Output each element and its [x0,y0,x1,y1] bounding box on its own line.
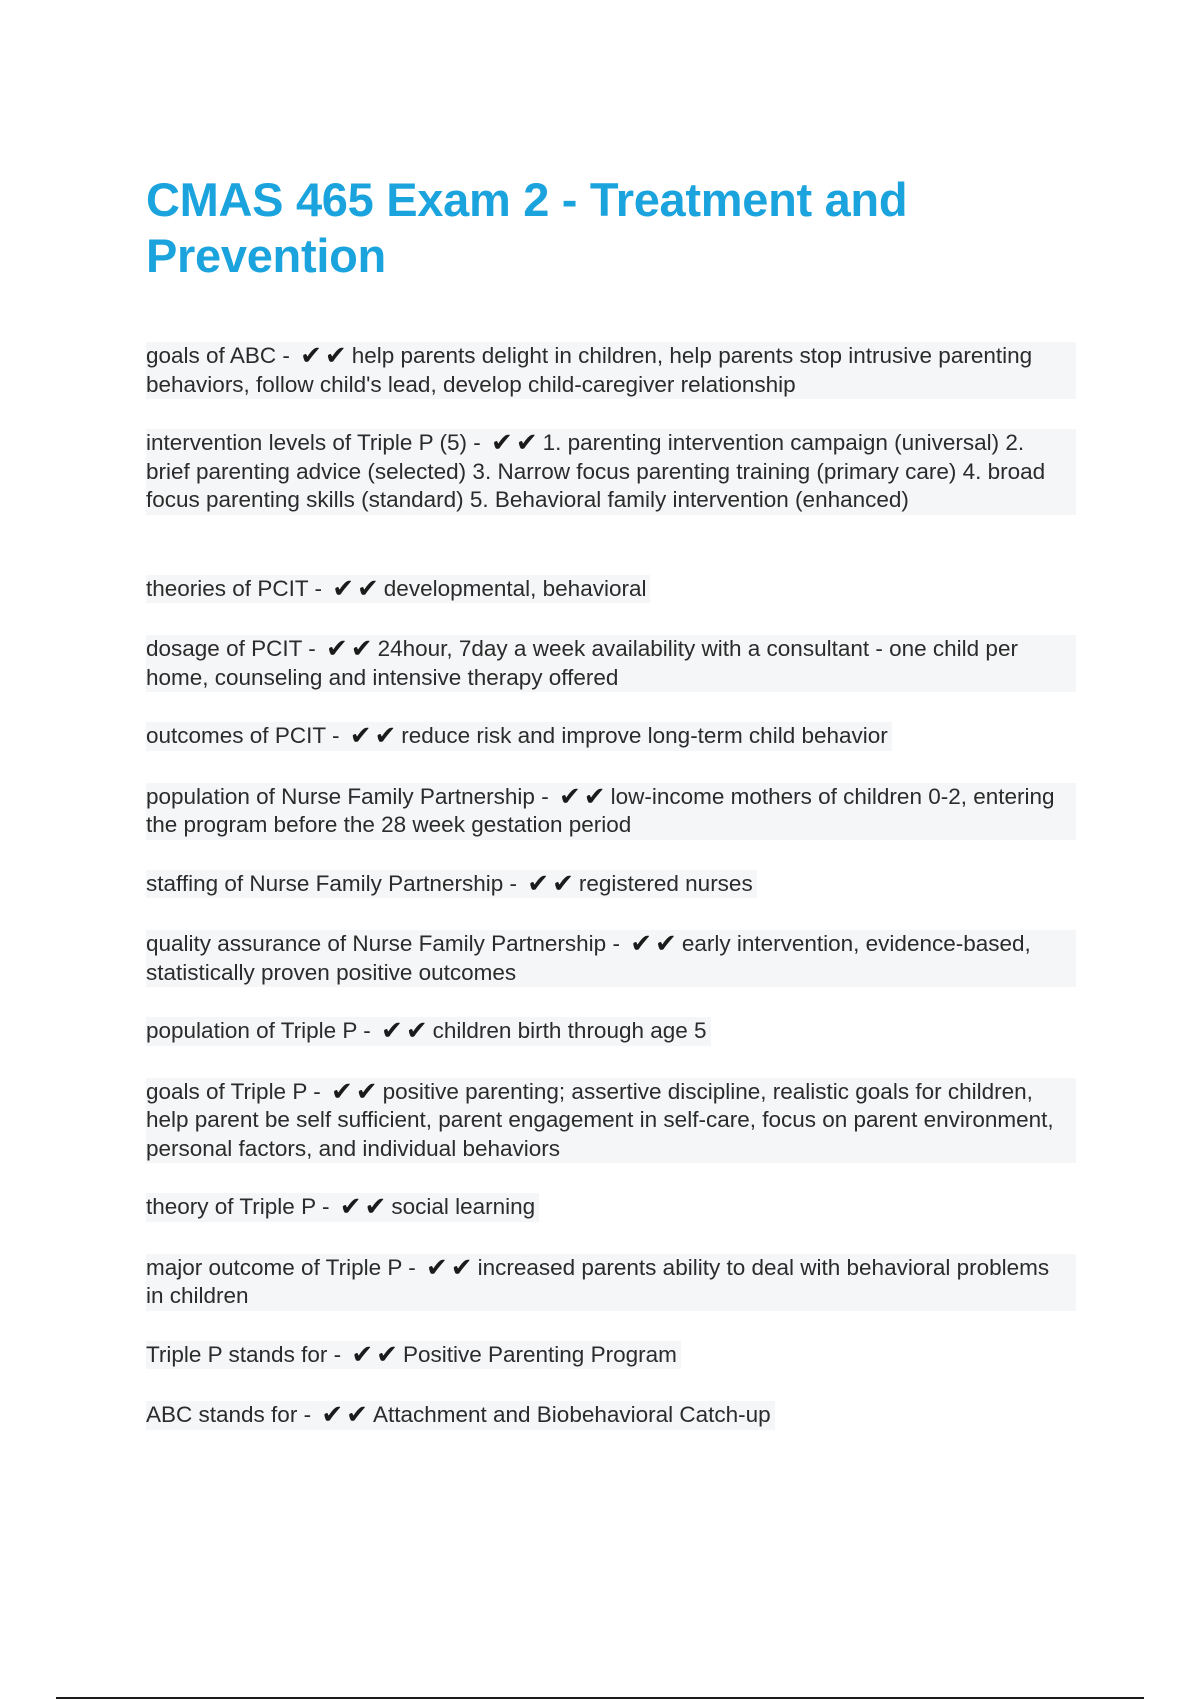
check-icon: ✔ [552,868,574,899]
check-icon: ✔ [630,929,653,959]
flashcard [146,1401,1076,1430]
check-icon: ✔ [655,929,677,959]
check-icon: ✔ [450,1252,473,1283]
flashcard-text [146,1078,1076,1164]
flashcard [146,870,1076,899]
card-term: Triple P stands for [146,1341,328,1367]
card-definition: early intervention, evidence-based, statistically proven positive outcomes [146,931,1031,985]
card-definition: 1. parenting intervention campaign (universal) 2. brief parenting advice (selected) 3. Narrow focus parenting training (primary care) 4. broad focus parenting skills (standard) 5. Behavioral family intervention (enhanced) [146,430,1046,512]
card-term: outcomes of PCIT [146,723,326,748]
flashcard-text [146,1254,1076,1311]
flashcard-text [146,342,1076,399]
flashcard [146,1193,1076,1222]
check-icon: ✔ [357,573,379,604]
card-term: goals of Triple P [146,1078,307,1104]
card-definition: registered nurses [578,870,753,896]
flashcard-text [146,429,1076,515]
separator: - [541,783,549,809]
flashcard-text [146,930,1076,987]
separator: - [321,1194,330,1219]
flashcard [146,1341,1076,1370]
flashcard-text [146,635,1076,692]
check-icon: ✔ [332,573,354,604]
check-icon: ✔ [515,428,538,458]
flashcard [146,1017,1076,1046]
card-definition: children birth through age 5 [432,1018,707,1043]
separator: - [473,430,481,455]
check-icon: ✔ [325,634,348,664]
check-icon: ✔ [558,781,581,812]
flashcard-text [146,1401,775,1430]
flashcard [146,635,1076,692]
flashcard-text [146,575,650,604]
check-icon: ✔ [330,1076,353,1107]
check-icon: ✔ [405,1016,428,1046]
card-term: population of Triple P [146,1018,357,1043]
card-term: theories of PCIT [146,575,309,601]
flashcard-list [146,342,1076,1430]
check-icon: ✔ [351,1339,374,1370]
flashcard [146,575,1076,604]
card-term: intervention levels of Triple P (5) [146,430,467,455]
separator: - [509,870,517,896]
flashcard-text [146,1193,539,1222]
check-icon: ✔ [583,781,606,812]
page-bottom-rule [56,1697,1144,1699]
card-term: goals of ABC [146,343,277,368]
separator: - [333,1341,342,1367]
separator: - [308,636,316,661]
card-term: ABC stands for [146,1402,298,1427]
check-icon: ✔ [324,341,347,371]
check-icon: ✔ [300,341,322,371]
check-icon: ✔ [374,721,397,751]
check-icon: ✔ [355,1076,378,1107]
separator: - [612,931,620,956]
check-icon: ✔ [527,868,550,899]
flashcard [146,1254,1076,1311]
card-term: theory of Triple P [146,1194,316,1219]
separator: - [314,575,322,601]
separator: - [313,1078,321,1104]
separator: - [331,723,340,748]
check-icon: ✔ [349,721,372,751]
card-definition: Positive Parenting Program [402,1341,677,1367]
check-icon: ✔ [321,1400,344,1430]
card-term: dosage of PCIT [146,636,302,661]
flashcard [146,429,1076,515]
card-definition: low-income mothers of children 0-2, entering the program before the 28 week gestation period [146,783,1055,837]
separator: - [303,1402,312,1427]
flashcard [146,722,1076,751]
flashcard-text [146,722,892,751]
flashcard-text [146,870,757,899]
card-term: major outcome of Triple P [146,1254,402,1280]
flashcard [146,342,1076,399]
card-definition: social learning [391,1194,536,1219]
flashcard [146,783,1076,840]
card-definition: 24hour, 7day a week availability with a consultant - one child per home, counseling and intensive therapy offered [146,636,1018,690]
card-definition: increased parents ability to deal with behavioral problems in children [146,1254,1050,1308]
flashcard [146,1078,1076,1164]
check-icon: ✔ [350,634,373,664]
check-icon: ✔ [376,1339,398,1370]
card-definition: developmental, behavioral [383,575,647,601]
card-definition: positive parenting; assertive discipline, realistic goals for children, help parent be self sufficient, parent engagement in self-care, focus on parent environment, personal factors, and individual behaviors [146,1078,1054,1161]
card-definition: reduce risk and improve long-term child behavior [401,723,888,748]
flashcard-text [146,1341,681,1370]
check-icon: ✔ [381,1016,403,1046]
page-title: CMAS 465 Exam 2 - Treatment and Prevention [146,173,908,282]
check-icon: ✔ [425,1252,448,1283]
card-term: population of Nurse Family Partnership [146,783,535,809]
separator: - [408,1254,416,1280]
check-icon: ✔ [364,1192,387,1222]
check-icon: ✔ [346,1400,368,1430]
check-icon: ✔ [339,1192,362,1222]
separator: - [282,343,290,368]
card-term: quality assurance of Nurse Family Partnership [146,931,607,956]
card-definition: help parents delight in children, help parents stop intrusive parenting behaviors, follow child's lead, develop child-caregiver relationship [146,343,1033,397]
card-definition: Attachment and Biobehavioral Catch-up [372,1402,771,1427]
check-icon: ✔ [491,428,513,458]
flashcard [146,930,1076,987]
flashcard-text [146,1017,711,1046]
flashcard-text [146,783,1076,840]
card-term: staffing of Nurse Family Partnership [146,870,504,896]
separator: - [363,1018,371,1043]
